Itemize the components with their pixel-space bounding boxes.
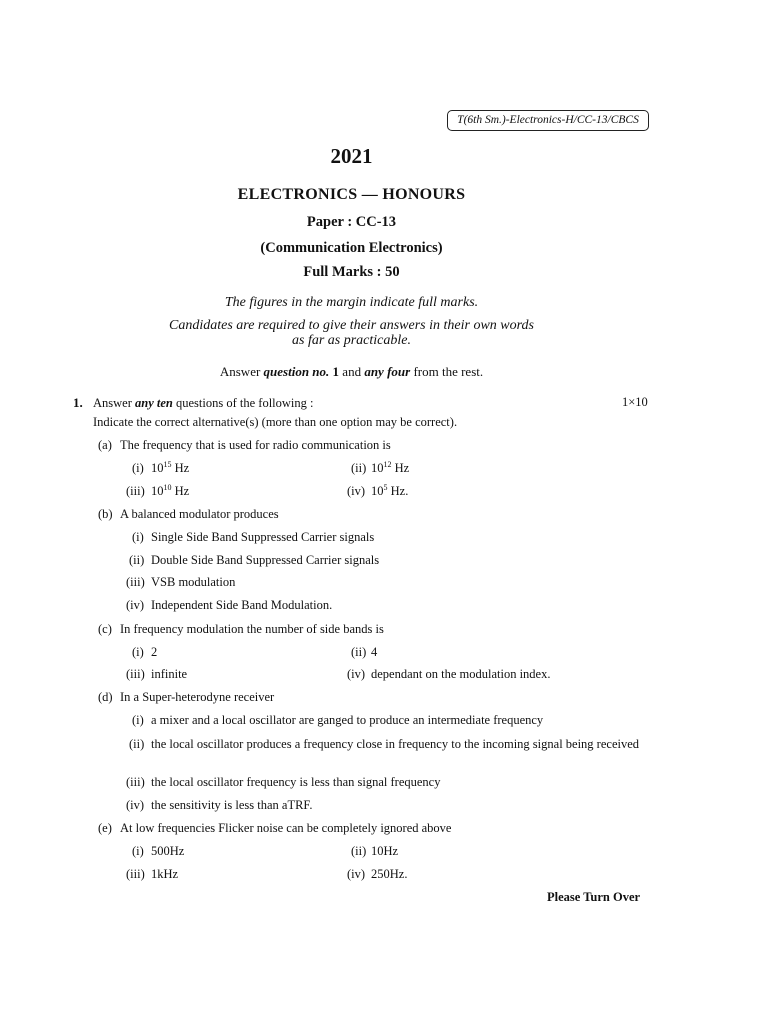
- subq-d-label: (d): [98, 690, 113, 704]
- option-text: infinite: [151, 667, 188, 681]
- option-num: (iii): [126, 575, 145, 589]
- option-num: (ii): [129, 737, 145, 751]
- option-text: 250Hz.: [371, 867, 408, 881]
- option-num: (i): [132, 530, 144, 544]
- option-num: (ii): [351, 645, 367, 659]
- option-text: a mixer and a local oscillator are ganged to produce an intermediate frequency: [151, 713, 544, 727]
- subq-e-label: (e): [98, 821, 112, 835]
- question-number: 1.: [73, 395, 83, 410]
- option-text: Single Side Band Suppressed Carrier signals: [151, 530, 375, 544]
- paper-code: T(6th Sm.)-Electronics-H/CC-13/CBCS: [447, 110, 649, 131]
- answer-instruction: Answer question no. 1 and any four from the rest.: [219, 364, 484, 379]
- option-num: (ii): [129, 553, 145, 567]
- option-num: (iv): [347, 484, 366, 498]
- option-text: $10^5$ Hz.: [371, 483, 409, 498]
- option-text: Independent Side Band Modulation.: [151, 598, 333, 612]
- option-text: the local oscillator produces a frequency close in frequency to the incoming signal being received: [151, 737, 640, 751]
- option-num: (i): [132, 713, 144, 727]
- option-text: the sensitivity is less than aTRF.: [151, 798, 313, 812]
- option-num: (iii): [126, 775, 145, 789]
- option-num: (iii): [126, 484, 145, 498]
- option-text: 4: [371, 645, 378, 659]
- please-turn-over: Please Turn Over: [547, 890, 641, 904]
- option-text: dependant on the modulation index.: [371, 667, 551, 681]
- subq-a-label: (a): [98, 438, 112, 452]
- question-stem: Answer any ten questions of the following :: [93, 396, 314, 410]
- option-text: the local oscillator frequency is less than signal frequency: [151, 775, 441, 789]
- option-num: (iii): [126, 867, 145, 881]
- question-marks: 1×10: [622, 395, 648, 409]
- option-num: (i): [132, 645, 144, 659]
- own-words-note-line1: Candidates are required to give their answers in their own words: [168, 318, 535, 333]
- option-num: (iv): [347, 867, 366, 881]
- own-words-note-line2: as far as practicable.: [292, 333, 411, 348]
- exam-year: 2021: [330, 144, 373, 168]
- subq-b-label: (b): [98, 507, 113, 521]
- option-num: (iv): [126, 798, 145, 812]
- option-num: (i): [132, 844, 144, 858]
- option-num: (iv): [126, 598, 145, 612]
- option-num: (iv): [347, 667, 366, 681]
- subject-title: ELECTRONICS — HONOURS: [237, 186, 466, 203]
- subq-e-text: At low frequencies Flicker noise can be completely ignored above: [120, 821, 452, 835]
- option-text: 1kHz: [151, 867, 179, 881]
- option-num: (ii): [351, 844, 367, 858]
- subq-c-text: In frequency modulation the number of side bands is: [120, 622, 384, 636]
- subq-a-text: The frequency that is used for radio communication is: [120, 438, 391, 452]
- question-instruction: Indicate the correct alternative(s) (more than one option may be correct).: [93, 415, 458, 429]
- option-num: (ii): [351, 461, 367, 475]
- full-marks: Full Marks : 50: [303, 264, 400, 280]
- option-text: 500Hz: [151, 844, 185, 858]
- option-text: $10^{15}$ Hz: [151, 460, 190, 475]
- option-text: $10^{12}$ Hz: [371, 460, 410, 475]
- paper-number: Paper : CC-13: [306, 214, 397, 230]
- subq-b-text: A balanced modulator produces: [120, 507, 279, 521]
- option-num: (iii): [126, 667, 145, 681]
- margin-note: The figures in the margin indicate full marks.: [224, 295, 479, 310]
- subq-d-text: In a Super-heterodyne receiver: [120, 690, 275, 704]
- option-text: $10^{10}$ Hz: [151, 483, 190, 498]
- paper-subtitle: (Communication Electronics): [260, 240, 443, 256]
- option-text: VSB modulation: [151, 575, 236, 589]
- option-text: Double Side Band Suppressed Carrier signals: [151, 553, 380, 567]
- option-text: 2: [151, 645, 158, 659]
- subq-c-label: (c): [98, 622, 112, 636]
- option-num: (i): [132, 461, 144, 475]
- option-text: 10Hz: [371, 844, 399, 858]
